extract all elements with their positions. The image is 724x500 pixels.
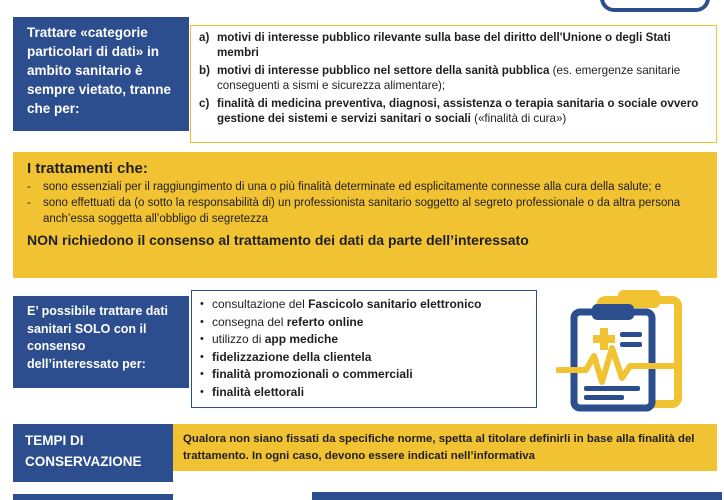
item-bold-text: finalità promozionali o commerciali bbox=[212, 367, 413, 381]
item-bold-text: fidelizzazione della clientela bbox=[212, 349, 372, 364]
medical-clipboard-icon bbox=[556, 286, 706, 416]
next-box-partial bbox=[312, 492, 722, 500]
bullet: • bbox=[200, 368, 204, 380]
block3-consent-list bbox=[191, 290, 537, 408]
bullet: • bbox=[200, 315, 204, 328]
list-item bbox=[200, 331, 528, 349]
list-item bbox=[27, 179, 703, 195]
dash-marker: - bbox=[27, 197, 31, 209]
dash-marker: - bbox=[27, 181, 31, 193]
item-plain-text: consegna del bbox=[212, 314, 287, 329]
list-item bbox=[199, 96, 708, 126]
list-item bbox=[199, 30, 708, 60]
block4-heading bbox=[13, 424, 173, 482]
list-item-text: sono effettuati da (o sotto la responsabilità di) un professionista sanitario soggetto al segreto professionale o da altra persona anch’essa soggetta all’obbligo di segretezza bbox=[43, 197, 681, 225]
list-item bbox=[200, 349, 528, 367]
item-bold-text: finalità elettorali bbox=[212, 384, 305, 399]
block1-exceptions-list bbox=[190, 25, 717, 143]
device-corner-icon bbox=[600, 0, 710, 12]
block3-heading-text: E’ possibile trattare dati sanitari SOLO con il consenso dell’interessato per: bbox=[27, 304, 169, 371]
item-bold-text: motivi di interesse pubblico nel settore della sanità pubblica bbox=[217, 64, 550, 77]
bullet: • bbox=[200, 350, 204, 363]
list-item bbox=[199, 63, 708, 93]
block1-heading bbox=[13, 17, 189, 131]
item-bold-text: finalità di medicina preventiva, diagnosi, assistenza o terapia sanitaria o sociale ovvero gestione dei sistemi e servizi sanitari o sociali bbox=[217, 97, 699, 125]
item-bold-text: Fascicolo sanitario elettronico bbox=[308, 297, 482, 311]
item-plain-text: consultazione del bbox=[212, 297, 309, 311]
list-item-text: sono essenziali per il raggiungimento di una o più finalità determinate ed esplicitamente connesse alla cura della salute; e bbox=[43, 181, 662, 193]
item-bold-text: referto online bbox=[286, 314, 364, 329]
bullet: • bbox=[200, 298, 204, 310]
item-rest-text: (es. emergenze sanitarie conseguenti a sismi e sicurezza alimentare); bbox=[217, 64, 681, 92]
list-item bbox=[27, 195, 703, 227]
block2-title: I trattamenti che: bbox=[27, 160, 148, 177]
block2-treatments-box bbox=[13, 152, 717, 278]
list-item bbox=[200, 366, 528, 384]
block4-retention-text: Qualora non siano fissati da specifiche norme, spetta al titolare definirli in base alla finalità del trattamento. In ogni caso, devono essere indicati nell’informativa bbox=[173, 424, 717, 471]
bullet: • bbox=[200, 385, 204, 398]
block3-heading bbox=[13, 296, 189, 388]
block2-footer: NON richiedono il consenso al trattamento dei dati da parte dell’interessato bbox=[27, 232, 529, 248]
list-item bbox=[200, 296, 528, 314]
bullet: • bbox=[200, 333, 204, 345]
list-item bbox=[200, 314, 528, 332]
block4-heading-text: TEMPI DI CONSERVAZIONE bbox=[25, 433, 142, 469]
next-heading-partial bbox=[13, 494, 173, 500]
item-bold-text: app mediche bbox=[264, 332, 339, 346]
item-letter: b) bbox=[199, 64, 210, 77]
item-letter: c) bbox=[199, 97, 210, 110]
list-item bbox=[200, 384, 528, 402]
item-letter: a) bbox=[199, 31, 210, 44]
item-bold-text: motivi di interesse pubblico rilevante sulla base del diritto dell'Unione o degli Stati membri bbox=[217, 31, 671, 59]
item-rest-text: («finalità di cura») bbox=[470, 112, 567, 125]
block1-heading-text: Trattare «categorie particolari di dati» in ambito sanitario è sempre vietato, tranne che per: bbox=[27, 25, 172, 116]
item-plain-text: utilizzo di bbox=[212, 332, 265, 346]
